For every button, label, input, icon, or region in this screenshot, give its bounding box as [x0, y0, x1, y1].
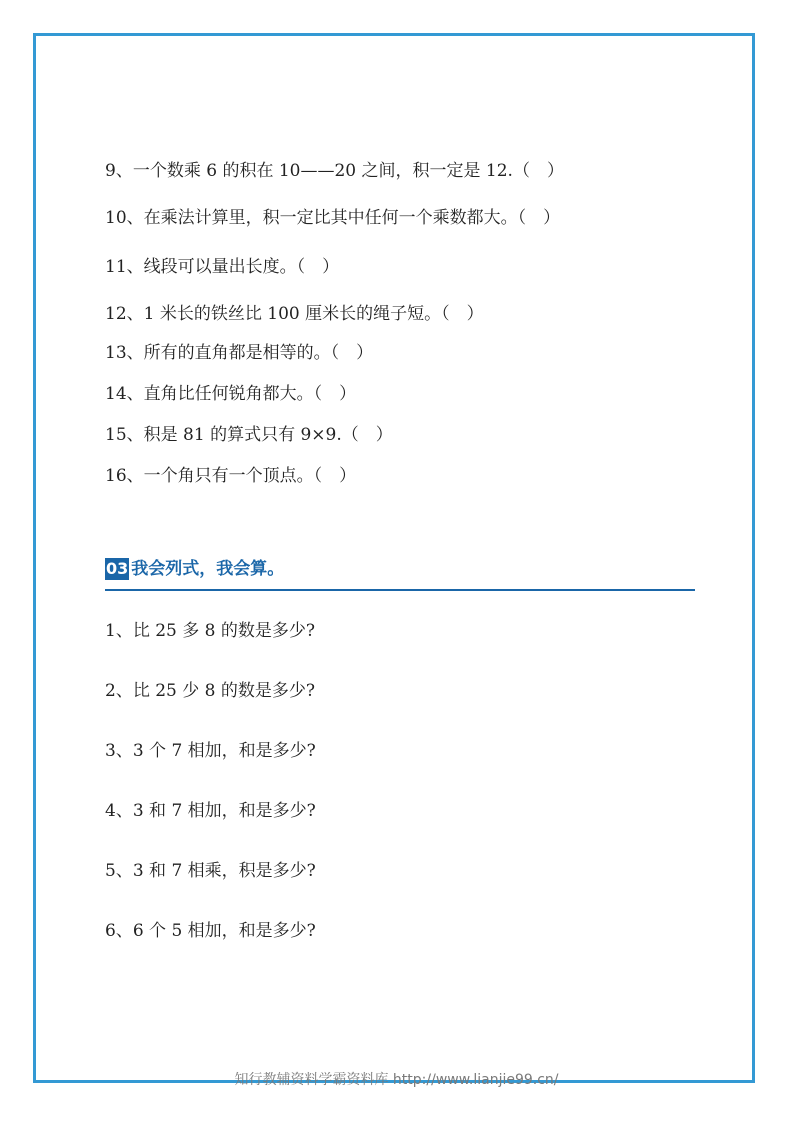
- question-10: 10、在乘法计算里，积一定比其中任何一个乘数都大。（ ）: [105, 208, 561, 228]
- question-9: 9、一个数乘 6 的积在 10——20 之间，积一定是 12.（ ）: [105, 161, 564, 181]
- question-13: 13、所有的直角都是相等的。（ ）: [105, 343, 374, 363]
- calc-question-6: 6、6 个 5 相加，和是多少?: [105, 921, 316, 941]
- section-number-badge: 03: [106, 559, 129, 578]
- calc-question-3: 3、3 个 7 相加，和是多少?: [105, 741, 316, 761]
- question-14: 14、直角比任何锐角都大。（ ）: [105, 384, 357, 404]
- question-11: 11、线段可以量出长度。（ ）: [105, 257, 340, 277]
- calc-question-1: 1、比 25 多 8 的数是多少?: [105, 621, 315, 641]
- question-16: 16、一个角只有一个顶点。（ ）: [105, 466, 357, 486]
- section-divider: [105, 589, 695, 591]
- question-12: 12、1 米长的铁丝比 100 厘米长的绳子短。（ ）: [105, 304, 484, 324]
- question-15: 15、积是 81 的算式只有 9×9.（ ）: [105, 425, 393, 445]
- calc-question-5: 5、3 和 7 相乘，积是多少?: [105, 861, 316, 881]
- calc-question-2: 2、比 25 少 8 的数是多少?: [105, 681, 315, 701]
- calc-question-4: 4、3 和 7 相加，和是多少?: [105, 801, 316, 821]
- section-title: 我会列式，我会算。: [131, 559, 285, 579]
- section-header: [105, 557, 284, 581]
- footer-watermark: 知行教辅资料学霸资料库 http://www.lianjie99.cn/: [234, 1072, 559, 1088]
